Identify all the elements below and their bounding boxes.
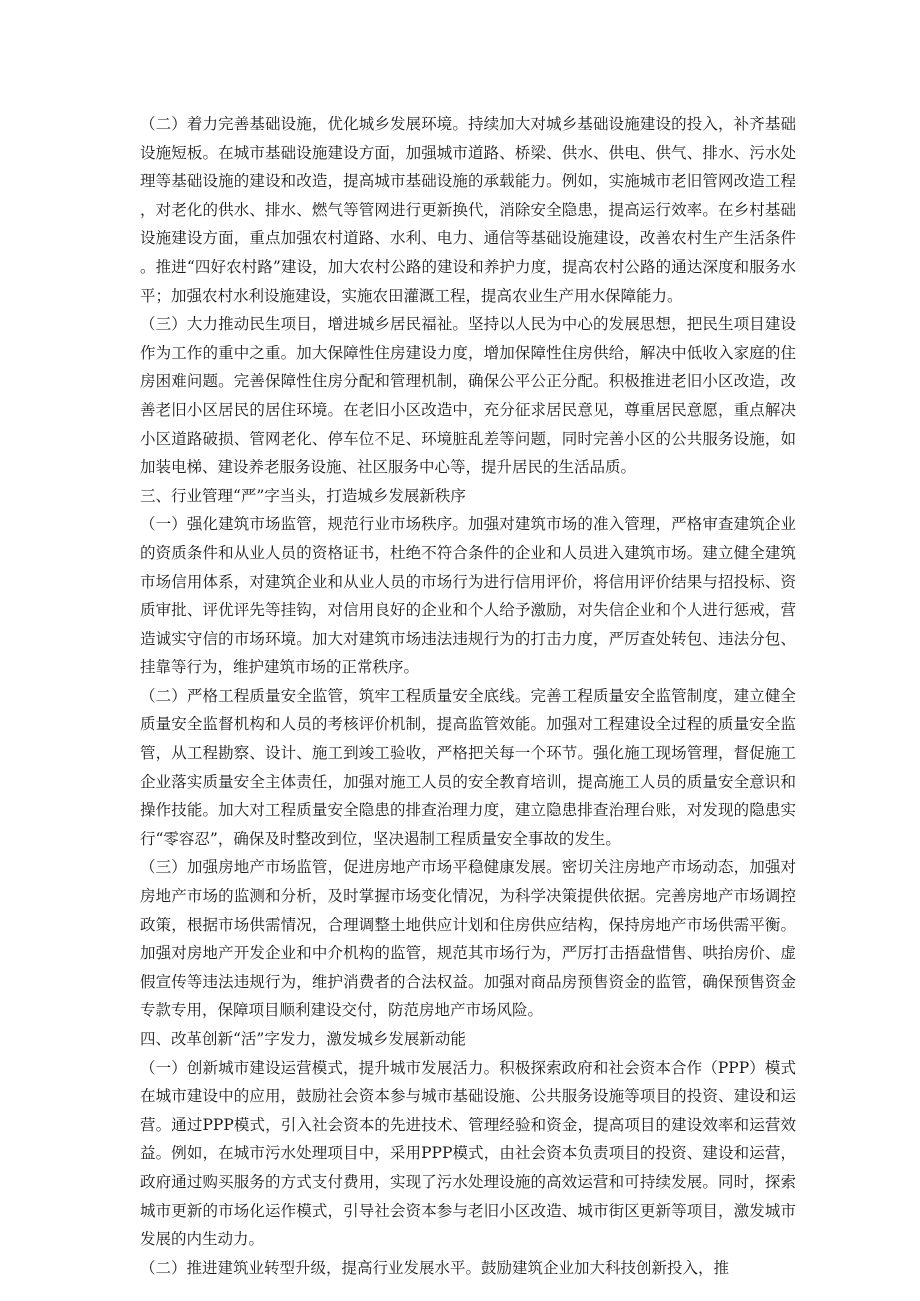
paragraph-livelihood-projects: （三）大力推动民生项目，增进城乡居民福祉。坚持以人民为中心的发展思想，把民生项目建设作为工作的重中之重。加大保障性住房建设力度，增加保障性住房供给，解决中低收入家庭的住房困难问题。完善保障性住房分配和管理机制，确保公平公正分配。积极推进老旧小区改造，改善老旧小区居民的居住环境。在老旧小区改造中，充分征求居民意见，尊重居民意愿，重点解决小区道路破损、管网老化、停车位不足、环境脏乱差等问题，同时完善小区的公共服务设施，如加装电梯、建设养老服务设施、社区服务中心等，提升居民的生活品质。	[140, 315, 796, 477]
document-page	[140, 110, 796, 1282]
paragraph-real-estate: （三）加强房地产市场监管，促进房地产市场平稳健康发展。密切关注房地产市场动态，加强对房地产市场的监测和分析，及时掌握市场变化情况，为科学决策提供依据。完善房地产市场调控政策，根据市场供需情况，合理调整土地供应计划和住房供应结构，保持房地产市场供需平衡。加强对房地产开发企业和中介机构的监管，规范其市场行为，严厉打击捂盘惜售、哄抬房价、虚假宣传等违法违规行为，维护消费者的合法权益。加强对商品房预售资金的监管，确保预售资金专款专用，保障项目顺利建设交付，防范房地产市场风险。	[140, 858, 796, 1020]
paragraph-quality-safety: （二）严格工程质量安全监管，筑牢工程质量安全底线。完善工程质量安全监管制度，建立健全质量安全监督机构和人员的考核评价机制，提高监管效能。加强对工程建设全过程的质量安全监管，从工程勘察、设计、施工到竣工验收，严格把关每一个环节。强化施工现场管理，督促施工企业落实质量安全主体责任，加强对施工人员的安全教育培训，提高施工人员的质量安全意识和操作技能。加大对工程质量安全隐患的排查治理力度，建立隐患排查治理台账，对发现的隐患实行“零容忍”，确保及时整改到位，坚决遏制工程质量安全事故的发生。	[140, 686, 796, 848]
paragraph-ppp-model: （一）创新城市建设运营模式，提升城市发展活力。积极探索政府和社会资本合作（PPP）模式在城市建设中的应用，鼓励社会资本参与城市基础设施、公共服务设施等项目的投资、建设和运营。通过PPP模式，引入社会资本的先进技术、管理经验和资金，提高项目的建设效率和运营效益。例如，在城市污水处理项目中，采用PPP模式，由社会资本负责项目的投资、建设和运营，政府通过购买服务的方式支付费用，实现了污水处理设施的高效运营和可持续发展。同时，探索城市更新的市场化运作模式，引导社会资本参与老旧小区改造、城市街区更新等项目，激发城市发展的内生动力。	[140, 1058, 796, 1249]
paragraph-construction-market: （一）强化建筑市场监管，规范行业市场秩序。加强对建筑市场的准入管理，严格审查建筑企业的资质条件和从业人员的资格证书，杜绝不符合条件的企业和人员进入建筑市场。建立健全建筑市场信用体系，对建筑企业和从业人员的市场行为进行信用评价，将信用评价结果与招投标、资质审批、评优评先等挂钩，对信用良好的企业和个人给予激励，对失信企业和个人进行惩戒，营造诚实守信的市场环境。加大对建筑市场违法违规行为的打击力度，严厉查处转包、违法分包、挂靠等行为，维护建筑市场的正常秩序。	[140, 515, 796, 677]
section-heading-reform-innovation: 四、改革创新“活”字发力，激发城乡发展新动能	[140, 1030, 466, 1048]
paragraph-construction-upgrade: （二）推进建筑业转型升级，提高行业发展水平。鼓励建筑企业加大科技创新投入，推	[140, 1258, 730, 1277]
paragraph-infrastructure: （二）着力完善基础设施，优化城乡发展环境。持续加大对城乡基础设施建设的投入，补齐基础设施短板。在城市基础设施建设方面，加强城市道路、桥梁、供水、供电、供气、排水、污水处理等基础设施的建设和改造，提高城市基础设施的承载能力。例如，实施城市老旧管网改造工程，对老化的供水、排水、燃气等管网进行更新换代，消除安全隐患，提高运行效率。在乡村基础设施建设方面，重点加强农村道路、水利、电力、通信等基础设施建设，改善农村生产生活条件。推进“四好农村路”建设，加大农村公路的建设和养护力度，提高农村公路的通达深度和服务水平；加强农村水利设施建设，实施农田灌溉工程，提高农业生产用水保障能力。	[140, 115, 796, 305]
section-heading-industry-management: 三、行业管理“严”字当头，打造城乡发展新秩序	[140, 486, 466, 505]
